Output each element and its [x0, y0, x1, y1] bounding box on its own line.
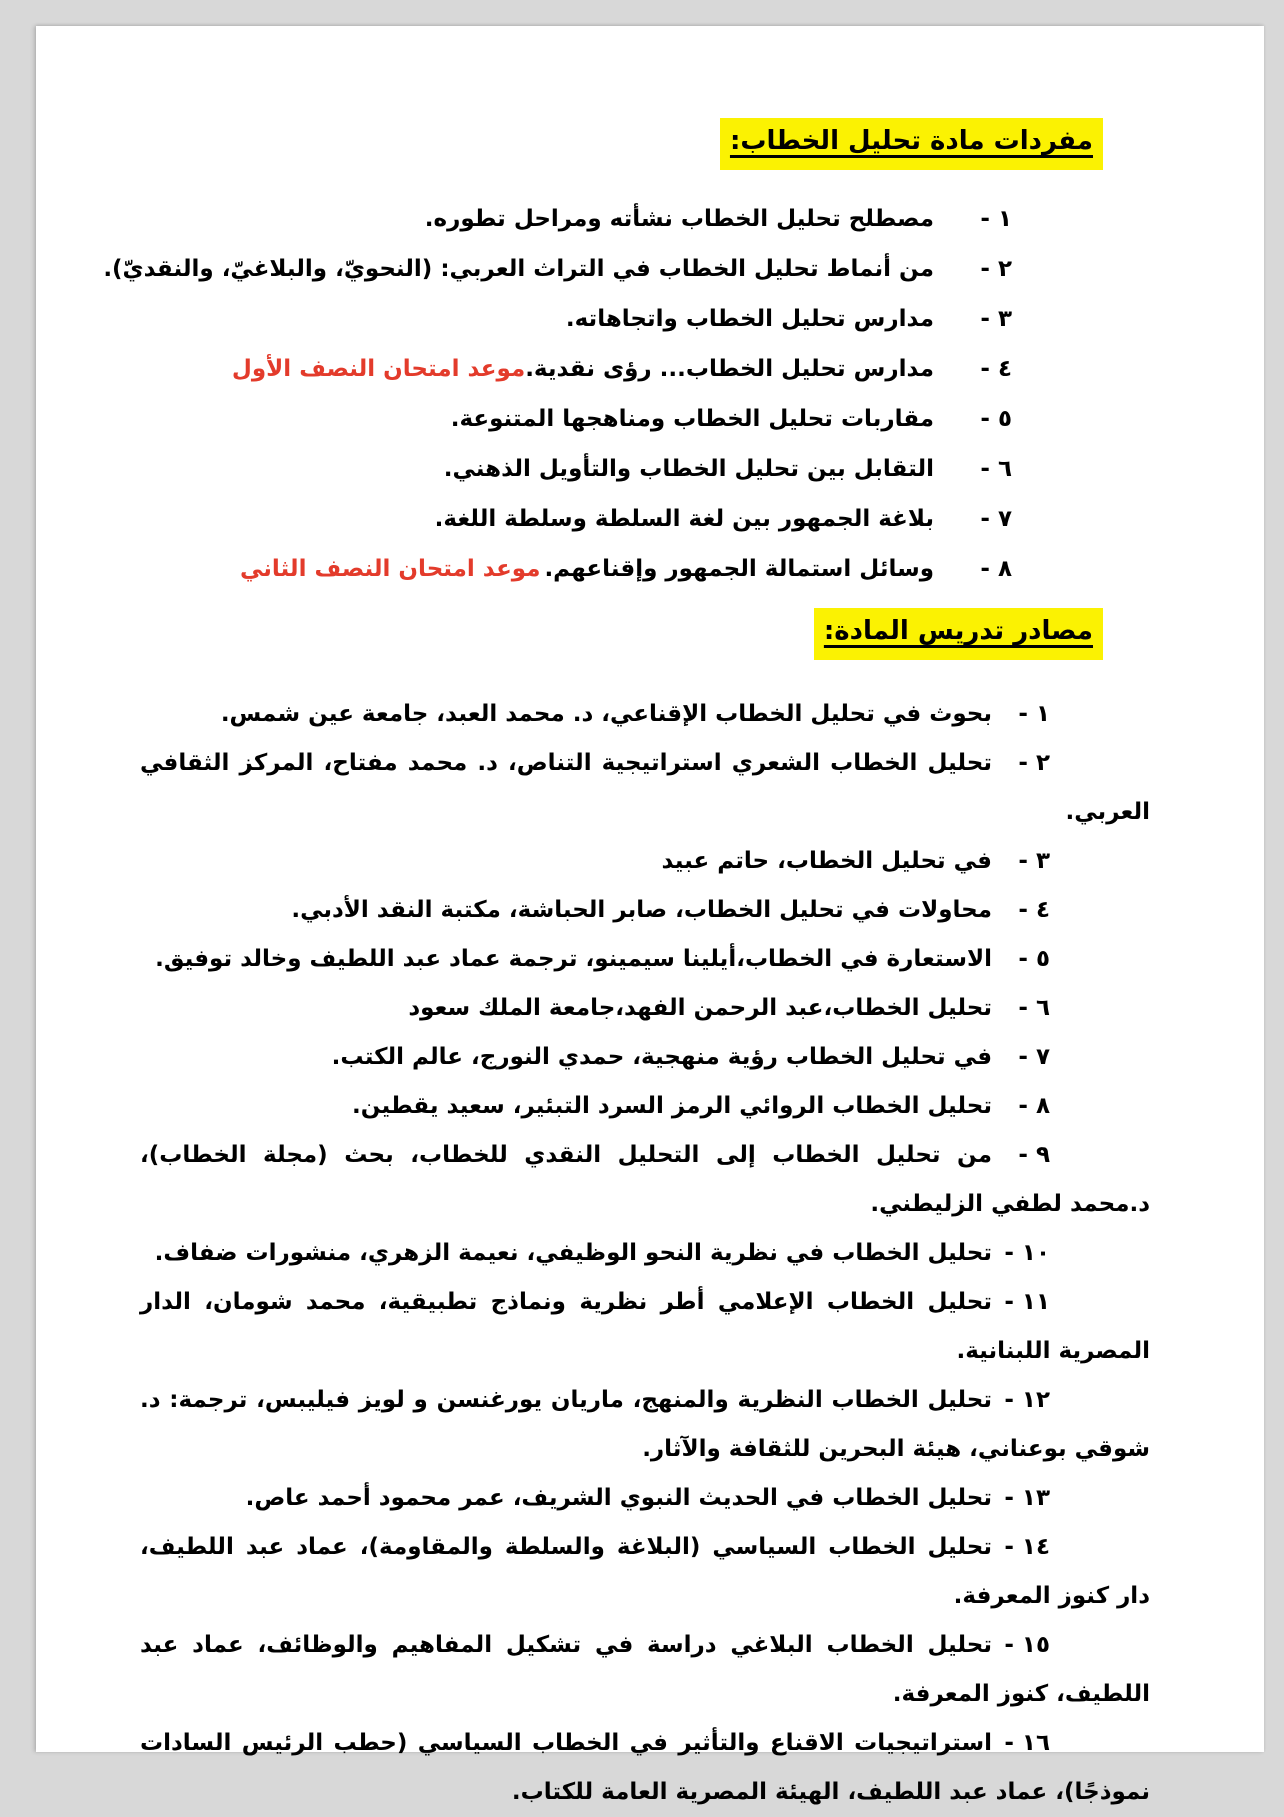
- syllabus-topics-list: [103, 194, 1150, 594]
- item-text: في تحليل الخطاب رؤية منهجية، حمدي النورج، عالم الكتب.: [331, 1043, 992, 1070]
- syllabus-item: [140, 444, 1150, 494]
- exam-date-annotation: موعد امتحان النصف الأول: [231, 355, 526, 382]
- item-number: ١٤ -: [1004, 1533, 1050, 1560]
- item-number: ٣ -: [1018, 847, 1050, 874]
- source-item: [140, 1719, 1150, 1817]
- item-text: بحوث في تحليل الخطاب الإقناعي، د. محمد العبد، جامعة عين شمس.: [220, 700, 992, 727]
- source-item: [140, 837, 1150, 886]
- item-text: مدارس تحليل الخطاب واتجاهاته.: [565, 305, 934, 332]
- item-number: ١٢ -: [1004, 1386, 1050, 1413]
- item-number: ٨ -: [1018, 1092, 1050, 1119]
- item-text: مدارس تحليل الخطاب... رؤى نقدية.: [525, 355, 934, 382]
- item-text: وسائل استمالة الجمهور وإقناعهم.: [544, 555, 934, 582]
- item-number: ٧ -: [1018, 1043, 1050, 1070]
- syllabus-item: [103, 244, 1150, 294]
- item-number: ١٣ -: [1004, 1484, 1050, 1511]
- item-number: ٤ -: [980, 355, 1012, 382]
- item-text: تحليل الخطاب الشعري استراتيجية التناص، د. محمد مفتاح، المركز الثقافي العربي.: [140, 749, 1150, 825]
- item-number: ٥ -: [980, 405, 1012, 432]
- item-number: ١ -: [1018, 700, 1050, 727]
- item-number: ٥ -: [1018, 945, 1050, 972]
- source-item: [140, 1621, 1150, 1719]
- item-text: تحليل الخطاب النظرية والمنهج، ماريان يورغنسن و لويز فيليبس، ترجمة: د. شوقي بوعناني، هيئة البحرين للثقافة والآثار.: [140, 1386, 1150, 1462]
- source-item: [140, 1474, 1150, 1523]
- item-number: ١٥ -: [1004, 1631, 1050, 1658]
- item-number: ٧ -: [980, 505, 1012, 532]
- item-text: تحليل الخطاب السياسي (البلاغة والسلطة والمقاومة)، عماد عبد اللطيف، دار كنوز المعرفة.: [140, 1533, 1150, 1609]
- item-text: محاولات في تحليل الخطاب، صابر الحباشة، مكتبة النقد الأدبي.: [291, 896, 992, 923]
- item-text: بلاغة الجمهور بين لغة السلطة وسلطة اللغة.: [434, 505, 934, 532]
- source-item: [140, 984, 1150, 1033]
- syllabus-item: [140, 494, 1150, 544]
- source-item: [140, 1131, 1150, 1229]
- item-text: تحليل الخطاب في الحديث النبوي الشريف، عمر محمود أحمد عاص.: [245, 1484, 992, 1511]
- source-item: [140, 1082, 1150, 1131]
- source-item: [140, 690, 1150, 739]
- source-item: [140, 1229, 1150, 1278]
- item-number: ٢ -: [1018, 749, 1050, 776]
- source-item: [140, 886, 1150, 935]
- item-number: ٦ -: [980, 455, 1012, 482]
- item-text: في تحليل الخطاب، حاتم عبيد: [661, 847, 992, 874]
- item-text: من تحليل الخطاب إلى التحليل النقدي للخطاب، بحث (مجلة الخطاب)، د.محمد لطفي الزليطني.: [140, 1141, 1150, 1217]
- item-text: تحليل الخطاب،عبد الرحمن الفهد،جامعة الملك سعود: [408, 994, 992, 1021]
- item-text: مصطلح تحليل الخطاب نشأته ومراحل تطوره.: [424, 205, 934, 232]
- section2-heading-highlight: مصادر تدريس المادة:: [814, 608, 1103, 660]
- source-item: [140, 1278, 1150, 1376]
- item-number: ٢ -: [980, 255, 1012, 282]
- item-number: ٨ -: [980, 555, 1012, 582]
- syllabus-item: [140, 344, 1150, 394]
- syllabus-item: [140, 294, 1150, 344]
- item-number: ٤ -: [1018, 896, 1050, 923]
- section1-heading-highlight: مفردات مادة تحليل الخطاب:: [720, 118, 1103, 170]
- syllabus-item: [140, 544, 1150, 594]
- document-page: [36, 26, 1264, 1805]
- section2-heading: [140, 608, 1103, 660]
- source-item: [140, 739, 1150, 837]
- source-item: [140, 935, 1150, 984]
- section1-heading: [140, 118, 1103, 170]
- item-text: من أنماط تحليل الخطاب في التراث العربي: (النحويّ، والبلاغيّ، والنقديّ).: [103, 255, 934, 282]
- item-number: ٣ -: [980, 305, 1012, 332]
- item-number: ١١ -: [1004, 1288, 1050, 1315]
- item-text: مقاربات تحليل الخطاب ومناهجها المتنوعة.: [450, 405, 934, 432]
- item-text: تحليل الخطاب الروائي الرمز السرد التبئير، سعيد يقطين.: [352, 1092, 992, 1119]
- item-number: ١ -: [980, 205, 1012, 232]
- item-number: ١٦ -: [1004, 1729, 1050, 1756]
- item-text: تحليل الخطاب الإعلامي أطر نظرية ونماذج تطبيقية، محمد شومان، الدار المصرية اللبنانية.: [140, 1288, 1150, 1364]
- item-text: التقابل بين تحليل الخطاب والتأويل الذهني.: [443, 455, 934, 482]
- syllabus-item: [140, 194, 1150, 244]
- teaching-sources-list: [140, 690, 1150, 1817]
- item-text: تحليل الخطاب البلاغي دراسة في تشكيل المفاهيم والوظائف، عماد عبد اللطيف، كنوز المعرفة.: [140, 1631, 1150, 1707]
- item-number: ٦ -: [1018, 994, 1050, 1021]
- item-number: ١٠ -: [1004, 1239, 1050, 1266]
- source-item: [140, 1033, 1150, 1082]
- item-text: تحليل الخطاب في نظرية النحو الوظيفي، نعيمة الزهري، منشورات ضفاف.: [154, 1239, 992, 1266]
- item-number: ٩ -: [1018, 1141, 1050, 1168]
- item-text: استراتيجيات الاقناع والتأثير في الخطاب السياسي (حطب الرئيس السادات نموذجًا)، عماد عبد اللطيف، الهيئة المصرية العامة للكتاب.: [140, 1729, 1150, 1805]
- source-item: [140, 1523, 1150, 1621]
- source-item: [140, 1376, 1150, 1474]
- exam-date-annotation: موعد امتحان النصف الثاني: [240, 555, 541, 582]
- item-text: الاستعارة في الخطاب،أيلينا سيمينو، ترجمة عماد عبد اللطيف وخالد توفيق.: [155, 945, 992, 972]
- syllabus-item: [140, 394, 1150, 444]
